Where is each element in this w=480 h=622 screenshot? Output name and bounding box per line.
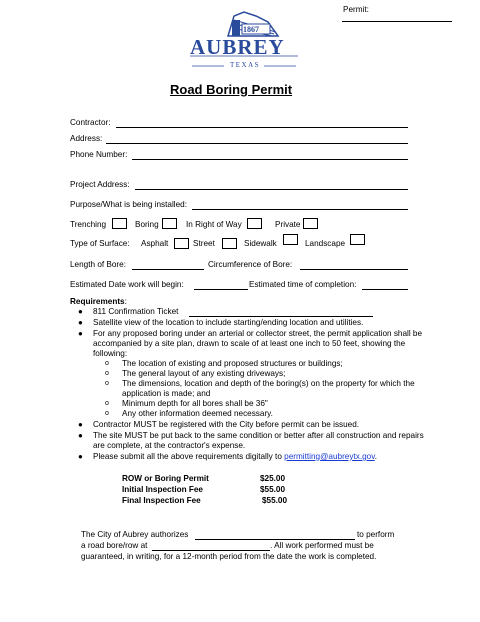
page-title: Road Boring Permit bbox=[170, 82, 293, 97]
bullet-icon: ● bbox=[78, 431, 83, 440]
sidewalk-label: Sidewalk bbox=[244, 239, 277, 248]
email-link[interactable]: permitting@aubreytx.gov bbox=[284, 452, 375, 461]
landscape-checkbox[interactable] bbox=[350, 234, 365, 245]
bullet-icon: ● bbox=[78, 420, 83, 429]
fee-amount: $55.00 bbox=[260, 485, 286, 494]
circle-bullet-icon: o bbox=[105, 400, 109, 407]
fee-label: ROW or Boring Permit bbox=[122, 474, 209, 483]
list-item: 811 Confirmation Ticket bbox=[93, 307, 179, 316]
circle-bullet-icon: o bbox=[105, 370, 109, 377]
street-checkbox[interactable] bbox=[222, 238, 237, 249]
list-item: For any proposed boring under an arterial or collector street, the permit application shall be bbox=[93, 329, 423, 338]
logo-year: 1867 bbox=[243, 25, 259, 34]
circle-bullet-icon: o bbox=[105, 380, 109, 387]
completion-line[interactable] bbox=[362, 289, 408, 290]
list-item: Satellite view of the location to include starting/ending location and utilities. bbox=[93, 318, 364, 327]
sub-item: Any other information deemed necessary. bbox=[122, 409, 273, 418]
ticket-line[interactable] bbox=[189, 316, 373, 317]
fee-amount: $55.00 bbox=[262, 496, 288, 505]
asphalt-label: Asphalt bbox=[141, 239, 169, 248]
sidewalk-checkbox[interactable] bbox=[283, 234, 298, 245]
list-item-cont: are complete, at the contractor's expense. bbox=[93, 441, 246, 450]
length-line[interactable] bbox=[132, 269, 204, 270]
location-line[interactable] bbox=[152, 550, 270, 551]
permit-number-line[interactable] bbox=[342, 21, 452, 22]
guarantee-text: guaranteed, in writing, for a 12-month period from the date the work is completed. bbox=[81, 552, 377, 561]
address-line[interactable] bbox=[106, 143, 408, 144]
phone-line[interactable] bbox=[132, 159, 408, 160]
circle-bullet-icon: o bbox=[105, 410, 109, 417]
sub-item: The general layout of any existing driveways; bbox=[122, 369, 286, 378]
boring-label: Boring bbox=[135, 220, 159, 229]
sub-item: The dimensions, location and depth of the boring(s) on the property for which the bbox=[122, 379, 415, 388]
date-begin-line[interactable] bbox=[194, 289, 248, 290]
list-item: The site MUST be put back to the same condition or better after all construction and repairs bbox=[93, 431, 424, 440]
completion-label: Estimated time of completion: bbox=[249, 280, 357, 289]
location-text: a road bore/row at bbox=[81, 541, 148, 550]
row-label: In Right of Way bbox=[186, 220, 242, 229]
purpose-label: Purpose/What is being installed: bbox=[70, 200, 187, 209]
row-checkbox[interactable] bbox=[247, 218, 262, 229]
list-item-cont: accompanied by a site plan, drawn to scale of at least one inch to 50 feet, showing the bbox=[93, 339, 406, 348]
project-address-line[interactable] bbox=[135, 189, 408, 190]
length-label: Length of Bore: bbox=[70, 260, 126, 269]
circumference-label: Circumference of Bore: bbox=[208, 260, 293, 269]
permit-label: Permit: bbox=[343, 5, 369, 14]
bullet-icon: ● bbox=[78, 307, 83, 316]
boring-checkbox[interactable] bbox=[162, 218, 177, 229]
purpose-line[interactable] bbox=[192, 209, 408, 210]
circle-bullet-icon: o bbox=[105, 360, 109, 367]
logo-city: AUBREY bbox=[190, 35, 285, 59]
location-text-2: . All work performed must be bbox=[270, 541, 374, 550]
asphalt-checkbox[interactable] bbox=[174, 238, 189, 249]
sub-item: The location of existing and proposed structures or buildings; bbox=[122, 359, 343, 368]
sub-item-cont: application is made; and bbox=[122, 389, 211, 398]
list-item-cont: following: bbox=[93, 349, 128, 358]
bullet-icon: ● bbox=[78, 318, 83, 327]
project-address-label: Project Address: bbox=[70, 180, 130, 189]
bullet-icon: ● bbox=[78, 329, 83, 338]
fee-label: Final Inspection Fee bbox=[122, 496, 201, 505]
date-begin-label: Estimated Date work will begin: bbox=[70, 280, 184, 289]
private-label: Private bbox=[275, 220, 301, 229]
trenching-checkbox[interactable] bbox=[112, 218, 127, 229]
authorize-text: The City of Aubrey authorizes bbox=[81, 530, 189, 539]
circumference-line[interactable] bbox=[300, 269, 408, 270]
fee-amount: $25.00 bbox=[260, 474, 286, 483]
authorized-party-line[interactable] bbox=[195, 539, 355, 540]
fee-label: Initial Inspection Fee bbox=[122, 485, 203, 494]
aubrey-logo bbox=[186, 10, 302, 74]
contractor-label: Contractor: bbox=[70, 118, 111, 127]
surface-label: Type of Surface: bbox=[70, 239, 130, 248]
contractor-line[interactable] bbox=[116, 127, 408, 128]
phone-label: Phone Number: bbox=[70, 150, 128, 159]
bullet-icon: ● bbox=[78, 452, 83, 461]
list-item: Contractor MUST be registered with the City before permit can be issued. bbox=[93, 420, 360, 429]
list-item-submit: Please submit all the above requirements digitally to permitting@aubreytx.gov. bbox=[93, 452, 377, 461]
landscape-label: Landscape bbox=[305, 239, 346, 248]
requirements-heading: Requirements: bbox=[70, 297, 127, 306]
sub-item: Minimum depth for all bores shall be 36" bbox=[122, 399, 268, 408]
trenching-label: Trenching bbox=[70, 220, 107, 229]
address-label: Address: bbox=[70, 134, 103, 143]
private-checkbox[interactable] bbox=[303, 218, 318, 229]
street-label: Street bbox=[193, 239, 215, 248]
logo-state: TEXAS bbox=[230, 61, 261, 69]
authorize-text-2: to perform bbox=[357, 530, 395, 539]
